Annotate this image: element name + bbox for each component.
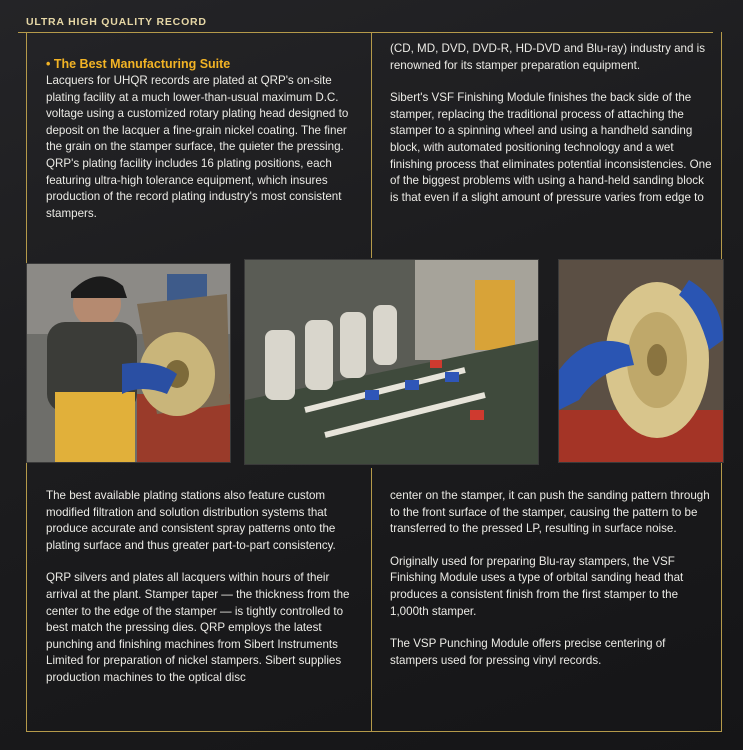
bottom-right-paragraph-1: center on the stamper, it can push the sanding pattern through to the front surface of the stamper, causing the pattern to be transferred to the pressed LP, resulting in surface noise.: [390, 489, 710, 536]
column-divider-bottom: [371, 468, 372, 732]
top-left-paragraph: Lacquers for UHQR records are plated at QRP's on-site plating facility at a much lower-than-usual maximum D.C. voltage using a customized rotary plating head designed to deposit on the lacquer a fine-grain nickel coating. The finer the grain on the stamper surface, the quieter the pressing. QRP's plating facility includes 16 plating positions, each featuring ultra-high tolerance equipment, which insures production of the record plating industry's most consistent stampers.: [46, 74, 349, 220]
bottom-rule: [26, 731, 722, 732]
top-right-paragraph-2: Sibert's VSF Finishing Module finishes the back side of the stamper, replacing the traditional process of attaching the stamper to a spinning wheel and using a handheld sanding block, with automated positioning technology and a wet finishing process that eliminates potential inconsistencies. One of the biggest problems with using a hand-held sanding block is that even if a slight amount of pressure varies from edge to: [390, 91, 712, 204]
plating-machine-photo: [244, 259, 539, 465]
top-right-column: [390, 41, 712, 206]
worker-holding-stamper-photo: [26, 263, 231, 463]
section-header: ULTRA HIGH QUALITY RECORD: [26, 16, 207, 28]
top-right-paragraph-1: (CD, MD, DVD, DVD-R, HD-DVD and Blu-ray) industry and is renowned for its stamper preparation equipment.: [390, 42, 706, 72]
bottom-right-paragraph-3: The VSP Punching Module offers precise centering of stampers used for pressing vinyl records.: [390, 637, 666, 667]
gloved-hands-stamper-photo: [558, 259, 724, 463]
bottom-right-paragraph-2: Originally used for preparing Blu-ray stampers, the VSF Finishing Module uses a type of orbital sanding head that produces a consistent finish from the first stamper to the 1,000th stamper.: [390, 554, 684, 618]
bottom-left-column: [46, 488, 362, 687]
column-divider-top: [371, 32, 372, 258]
top-left-column: [46, 56, 362, 222]
section-heading: • The Best Manufacturing Suite: [46, 57, 231, 71]
bottom-left-paragraph-2: QRP silvers and plates all lacquers within hours of their arrival at the plant. Stamper taper — the thickness from the center to the edge of the stamper — is tightly controlled to best match the pressing dies. QRP employs the latest punching and finishing machines from Sibert Instruments Limited for preparation of nickel stampers. Sibert supplies production machines to the optical disc: [46, 571, 350, 684]
bottom-right-column: [390, 488, 712, 669]
bottom-left-paragraph-1: The best available plating stations also feature custom modified filtration and solution distribution systems that produce accurate and consistent spray patterns onto the plating surface and thus greater part-to-part consistency.: [46, 489, 336, 552]
